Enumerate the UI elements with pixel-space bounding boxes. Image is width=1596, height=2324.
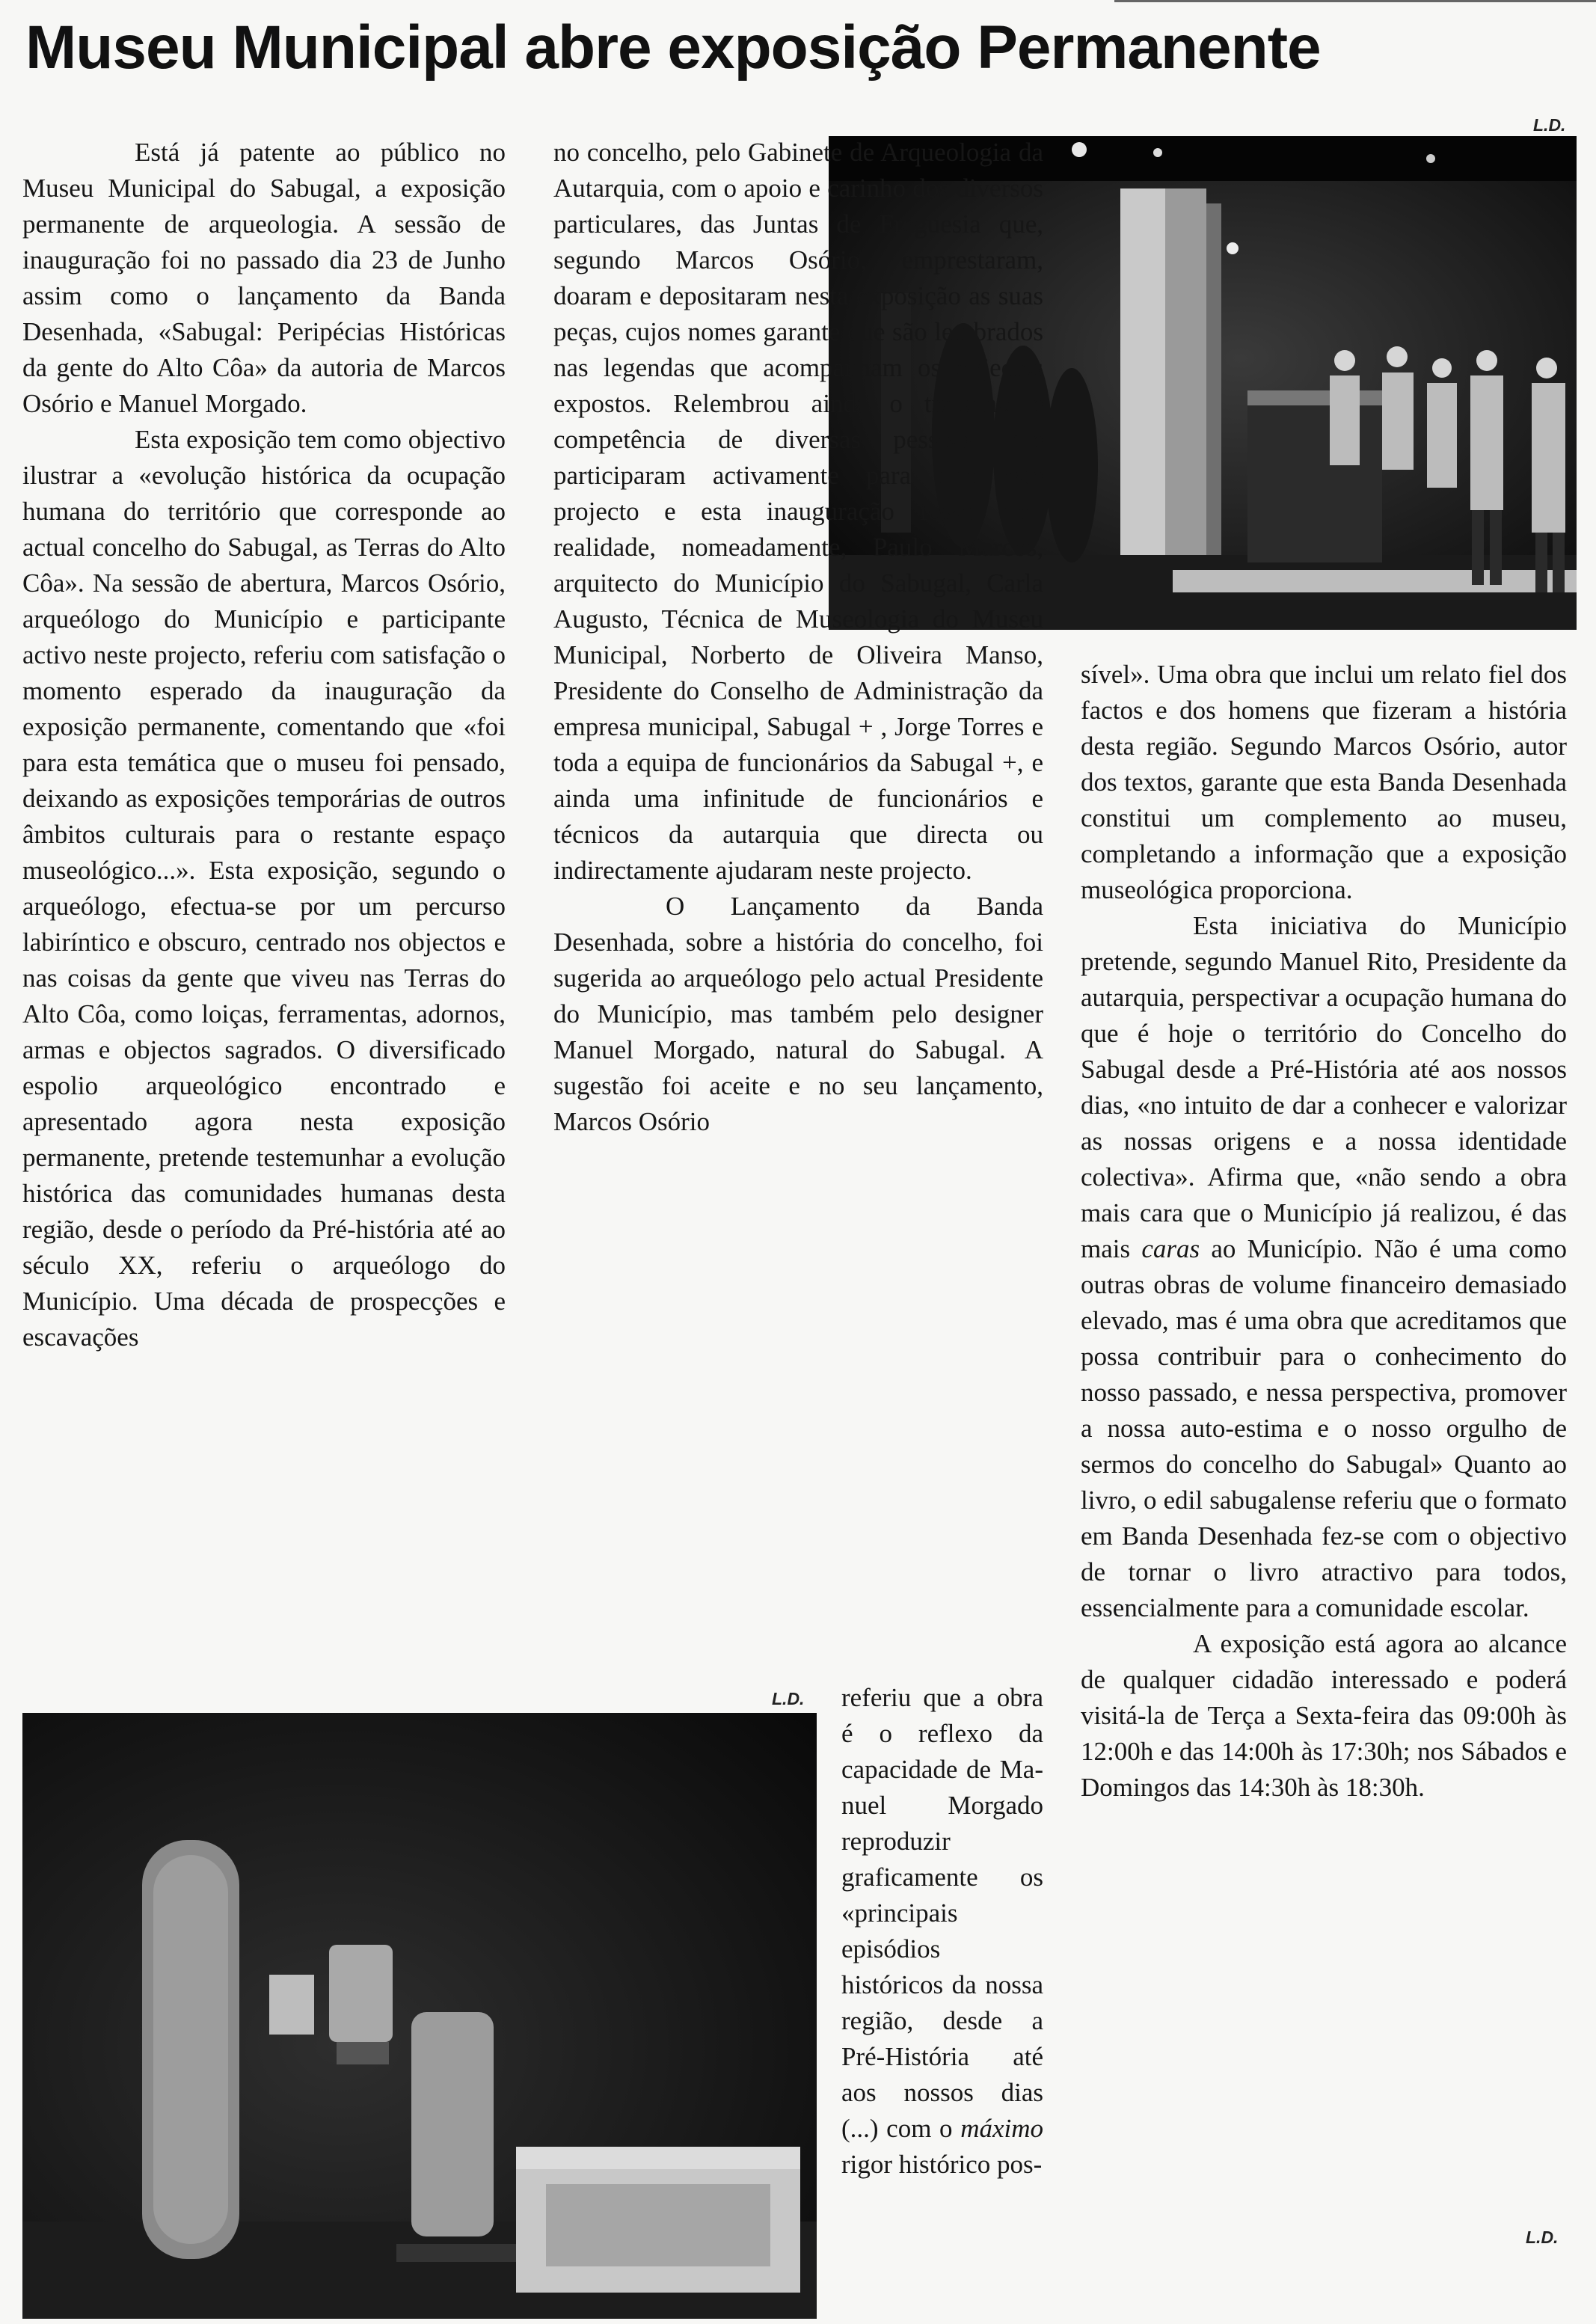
paragraph bbox=[1081, 908, 1567, 1626]
article-column-1 bbox=[22, 135, 506, 1355]
top-rule bbox=[1114, 0, 1596, 2]
headline: Museu Municipal abre exposição Permanente bbox=[25, 13, 1321, 82]
photo-credit: L.D. bbox=[1533, 115, 1566, 135]
photo-credit: L.D. bbox=[772, 1689, 805, 1708]
text-run: Esta iniciativa do Município pretende, segundo Manuel Rito, Presidente da autarquia, perspectivar a ocupação humana do que é hoje o território do Concelho do Sabugal desde a Pré-História até aos nossos dias, «no intuito de dar a conhecer e valorizar as nossas origens e a nossa identidade colectiva». Afirma que, «não sendo a obra mais cara que o Município já realizou, é das mais bbox=[1081, 911, 1567, 1263]
italic-text: caras bbox=[1141, 1234, 1200, 1263]
text-run: ao Município. Não é uma como outras obras de volume financeiro demasiado elevado, mas é uma obra que acreditamos que possa contribuir para o conhecimento do nosso passado, e nessa perspectiva, promover a nossa auto-estima e o nosso orgulho de sermos do concelho do Sabugal» Quanto ao livro, o edil sabugalense referiu que o formato em Banda Desenhada fez-se com o objectivo de tornar o livro atractivo para todos, essencialmente para a comunidade escolar. bbox=[1081, 1234, 1567, 1622]
article-column-3 bbox=[1081, 657, 1567, 1806]
paragraph: no concelho, pelo Gabinete de Arqueologia da Autarquia, com o apoio e carinho dos diversos particulares, das Juntas de Freguesia que, segundo Marcos Osório, emprestaram, doaram e depositaram nesta exposição as suas peças, cujos nomes garante que são lembrados nas legendas que acompanham os objectos expostos. Relembrou ainda o trabalho e competência de diversas pessoas que participaram activamente para que este projecto e esta inauguração fosse uma realidade, nomeadamente, Paulo Marcos, arquitecto do Município do Sabugal, Carla Augusto, Técnica de Museologia do Museu Municipal, Norberto de Oliveira Manso, Presidente do Conselho de Administração da empresa municipal, Sabugal + , Jorge Torres e toda a equipa de funcionários da Sabugal +, e ainda uma infinitude de funcionários e técnicos da autarquia que directa ou indirectamente ajudaram neste projecto. bbox=[553, 138, 1043, 885]
paragraph bbox=[841, 1680, 1043, 2183]
text-run: referiu que a obra é o reflexo da capacidade de Manuel Morgado reproduzir graficamente os «principais episódios históricos da nossa região, desde a Pré-História até aos nossos dias (...) com o bbox=[841, 1683, 1043, 2143]
stone-artifacts-photo bbox=[22, 1713, 817, 2319]
italic-text: máximo bbox=[960, 2114, 1043, 2143]
paragraph: O Lançamento da Banda Desenhada, sobre a história do concelho, foi sugerida ao arqueólogo pelo actual Presidente do Município, mas também pelo designer Manuel Morgado, natural do Sabugal. A sugestão foi aceite e no seu lançamento, Marcos Osório bbox=[553, 892, 1043, 1136]
article-credit: L.D. bbox=[1526, 2228, 1559, 2247]
paragraph: Está já patente ao público no Museu Municipal do Sabugal, a exposição permanente de arqueologia. A sessão de inauguração foi no passado dia 23 de Junho assim como o lançamento da Banda Desenhada, «Sabugal: Peripécias Históricas da gente do Alto Côa» da autoria de Marcos Osório e Manuel Morgado. bbox=[22, 138, 506, 418]
paragraph: sível». Uma obra que inclui um relato fiel dos factos e dos homens que fizeram a história desta região. Segundo Marcos Osório, autor dos textos, garante que esta Banda Desenhada constitui um complemento ao museu, completando a informação que a exposição museológica proporciona. bbox=[1081, 660, 1567, 904]
article-column-2 bbox=[553, 135, 1043, 1140]
article-column-2-narrow bbox=[841, 1680, 1043, 2183]
text-run: rigor histórico pos- bbox=[841, 2150, 1043, 2179]
paragraph: Esta exposição tem como objectivo ilustrar a «evolução histórica da ocupação humana do território que corresponde ao actual concelho do Sabugal, as Terras do Alto Côa». Na sessão de abertura, Marcos Osório, arqueólogo do Município e participante activo neste projecto, referiu com satisfação o momento esperado da inauguração da exposição permanente, comentando que «foi para esta temática que o museu foi pensado, deixando as exposições temporárias de outros âmbitos culturais para o restante espaço museológico...». Esta exposição, segundo o arqueólogo, efectua-se por um percurso labiríntico e obscuro, centrado nos objectos e nas coisas da gente que viveu nas Terras do Alto Côa, como loiças, ferramentas, adornos, armas e objectos sagrados. O diversificado espolio arqueológico encontrado e apresentado agora nesta exposição permanente, pretende testemunhar a evolução histórica das comunidades humanas desta região, desde o período da Pré-história até ao século XX, referiu o arqueólogo do Município. Uma década de prospecções e escavações bbox=[22, 425, 506, 1352]
paragraph: A exposição está agora ao alcance de qualquer cidadão interessado e poderá visitá-la de Terça a Sexta-feira das 09:00h às 12:00h e das 14:00h às 17:30h; nos Sábados e Domingos das 14:30h às 18:30h. bbox=[1081, 1629, 1567, 1802]
